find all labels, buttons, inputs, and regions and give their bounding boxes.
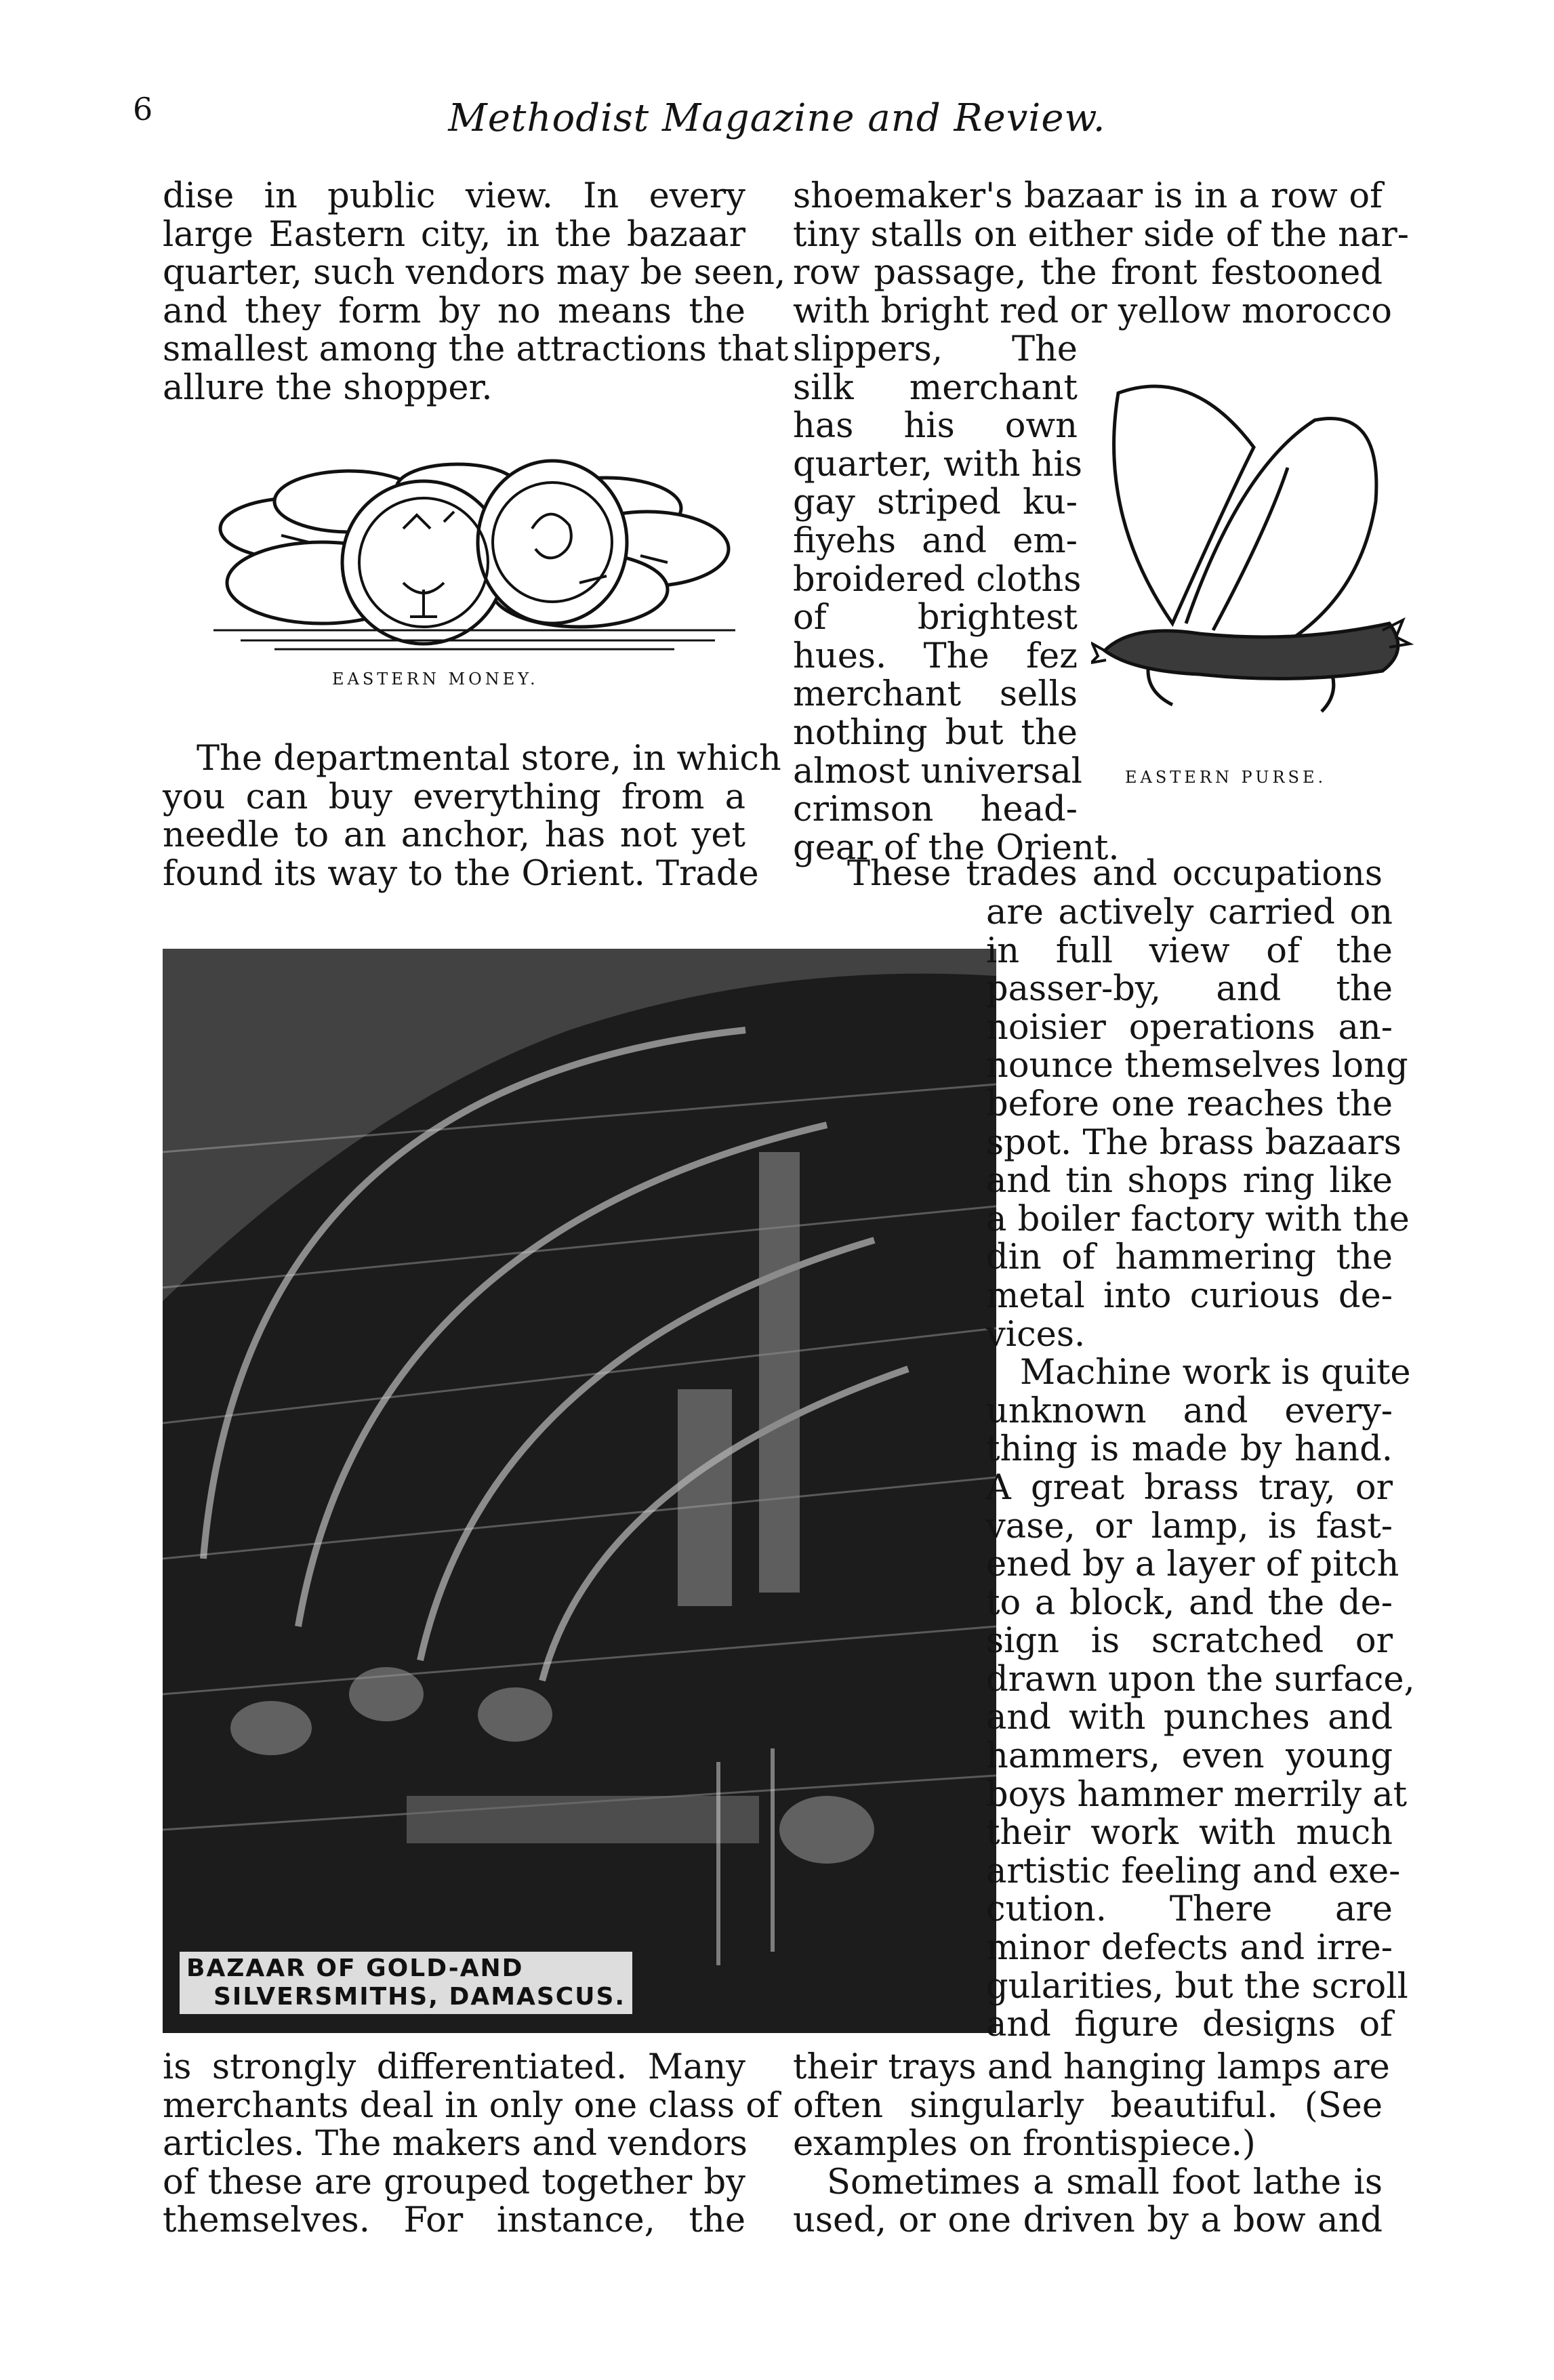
text-line: drawn upon the surface, xyxy=(986,1659,1415,1700)
text-line: fiyehs and em- xyxy=(793,520,1078,561)
eastern-money-illustration xyxy=(200,427,749,657)
text-line: articles. The makers and vendors xyxy=(163,2124,748,2164)
text-line: crimson head- xyxy=(793,789,1078,830)
text-line: gear of the Orient. xyxy=(793,827,1120,868)
text-line: dise in public view. In every xyxy=(163,176,745,216)
right-paragraph-bottom xyxy=(793,2047,1390,2241)
text-line: found its way to the Orient. Trade xyxy=(163,853,759,894)
text-line: themselves. For instance, the xyxy=(163,2200,745,2241)
text-line: noisier operations an- xyxy=(986,1007,1393,1048)
text-line: sign is scratched or xyxy=(986,1621,1393,1662)
text-line: are actively carried on xyxy=(986,893,1393,932)
text-line: These trades and occupations xyxy=(847,854,1383,894)
text-line: nounce themselves long xyxy=(986,1046,1408,1086)
text-line: examples on frontispiece.) xyxy=(793,2124,1256,2164)
text-line: row passage, the front festooned xyxy=(793,253,1383,293)
text-line: unknown and every- xyxy=(986,1391,1393,1431)
text-line: merchants deal in only one class of xyxy=(163,2085,779,2126)
right-paragraph-narrow xyxy=(986,893,1415,2045)
text-line: metal into curious de- xyxy=(986,1275,1393,1316)
text-line: ened by a layer of pitch xyxy=(986,1544,1399,1585)
text-line: hammers, even young xyxy=(986,1736,1393,1777)
text-line: and figure designs of xyxy=(986,2005,1393,2045)
bazaar-damascus-engraving xyxy=(163,949,996,2033)
eastern-purse-illustration xyxy=(1091,366,1416,745)
text-line: to a block, and the de- xyxy=(986,1582,1393,1623)
text-line: often singularly beautiful. (See xyxy=(793,2085,1383,2126)
text-line: slippers, The xyxy=(793,329,1078,369)
text-line: of brightest xyxy=(793,598,1078,638)
text-line: of these are grouped together by xyxy=(163,2162,745,2202)
running-title: Methodist Magazine and Review. xyxy=(448,96,1106,140)
text-line: large Eastern city, in the bazaar xyxy=(163,214,745,255)
text-line: silk merchant xyxy=(793,367,1078,408)
page-number: 6 xyxy=(133,91,153,127)
left-paragraph-bottom xyxy=(163,2047,779,2241)
text-line: quarter, such vendors may be seen, xyxy=(163,253,786,293)
left-paragraph-middle xyxy=(163,739,781,894)
left-paragraph-top xyxy=(163,176,789,408)
text-line: vices. xyxy=(986,1314,1086,1355)
text-line: is strongly differentiated. Many xyxy=(163,2047,745,2087)
bazaar-caption-line-2: SILVERSMITHS, DAMASCUS. xyxy=(213,1983,626,2011)
text-line: and they form by no means the xyxy=(163,291,745,331)
text-line: passer-by, and the xyxy=(986,969,1393,1010)
text-line: artistic feeling and exe- xyxy=(986,1851,1401,1891)
text-line: a boiler factory with the xyxy=(986,1199,1410,1239)
text-line: The departmental store, in which xyxy=(197,739,781,779)
right-paragraph-purse-wrap xyxy=(793,329,1120,868)
text-line: their trays and hanging lamps are xyxy=(793,2047,1390,2087)
text-line: almost universal xyxy=(793,751,1082,792)
money-caption: EASTERN MONEY. xyxy=(332,670,539,689)
text-line: smallest among the attractions that xyxy=(163,329,789,370)
text-line: quarter, with his xyxy=(793,444,1083,485)
right-paragraph-top xyxy=(793,176,1410,331)
text-line: merchant sells xyxy=(793,674,1078,715)
text-line: needle to an anchor, has not yet xyxy=(163,815,745,856)
text-line: tiny stalls on either side of the nar- xyxy=(793,214,1410,255)
text-line: nothing but the xyxy=(793,712,1078,753)
text-line: with bright red or yellow morocco xyxy=(793,291,1392,331)
text-line: you can buy everything from a xyxy=(163,777,745,817)
text-line: A great brass tray, or xyxy=(986,1467,1393,1508)
purse-caption: EASTERN PURSE. xyxy=(1125,768,1327,787)
text-line: Machine work is quite xyxy=(1020,1353,1411,1393)
text-line: spot. The brass bazaars xyxy=(986,1122,1402,1163)
text-line: broidered cloths xyxy=(793,559,1082,600)
text-line: hues. The fez xyxy=(793,636,1078,676)
text-line: cution. There are xyxy=(986,1889,1393,1930)
text-line: their work with much xyxy=(986,1813,1393,1853)
text-line: thing is made by hand. xyxy=(986,1429,1393,1470)
text-line: vase, or lamp, is fast- xyxy=(986,1506,1393,1546)
text-line: used, or one driven by a bow and xyxy=(793,2200,1383,2241)
text-line: Sometimes a small foot lathe is xyxy=(827,2162,1383,2202)
text-line: and with punches and xyxy=(986,1698,1393,1738)
text-line: in full view of the xyxy=(986,930,1393,971)
text-line: and tin shops ring like xyxy=(986,1161,1393,1202)
text-line: before one reaches the xyxy=(986,1084,1393,1124)
text-line: minor defects and irre- xyxy=(986,1928,1393,1969)
bazaar-caption-line-1: BAZAAR OF GOLD-AND xyxy=(186,1954,524,1982)
text-line: boys hammer merrily at xyxy=(986,1774,1408,1815)
text-line: allure the shopper. xyxy=(163,367,493,408)
bazaar-caption xyxy=(180,1952,632,2014)
text-line: gay striped ku- xyxy=(793,483,1078,523)
right-paragraph-indent xyxy=(847,855,1383,894)
text-line: din of hammering the xyxy=(986,1237,1393,1278)
text-line: gularities, but the scroll xyxy=(986,1966,1408,2007)
text-line: has his own xyxy=(793,406,1078,447)
text-line: shoemaker's bazaar is in a row of xyxy=(793,176,1383,216)
